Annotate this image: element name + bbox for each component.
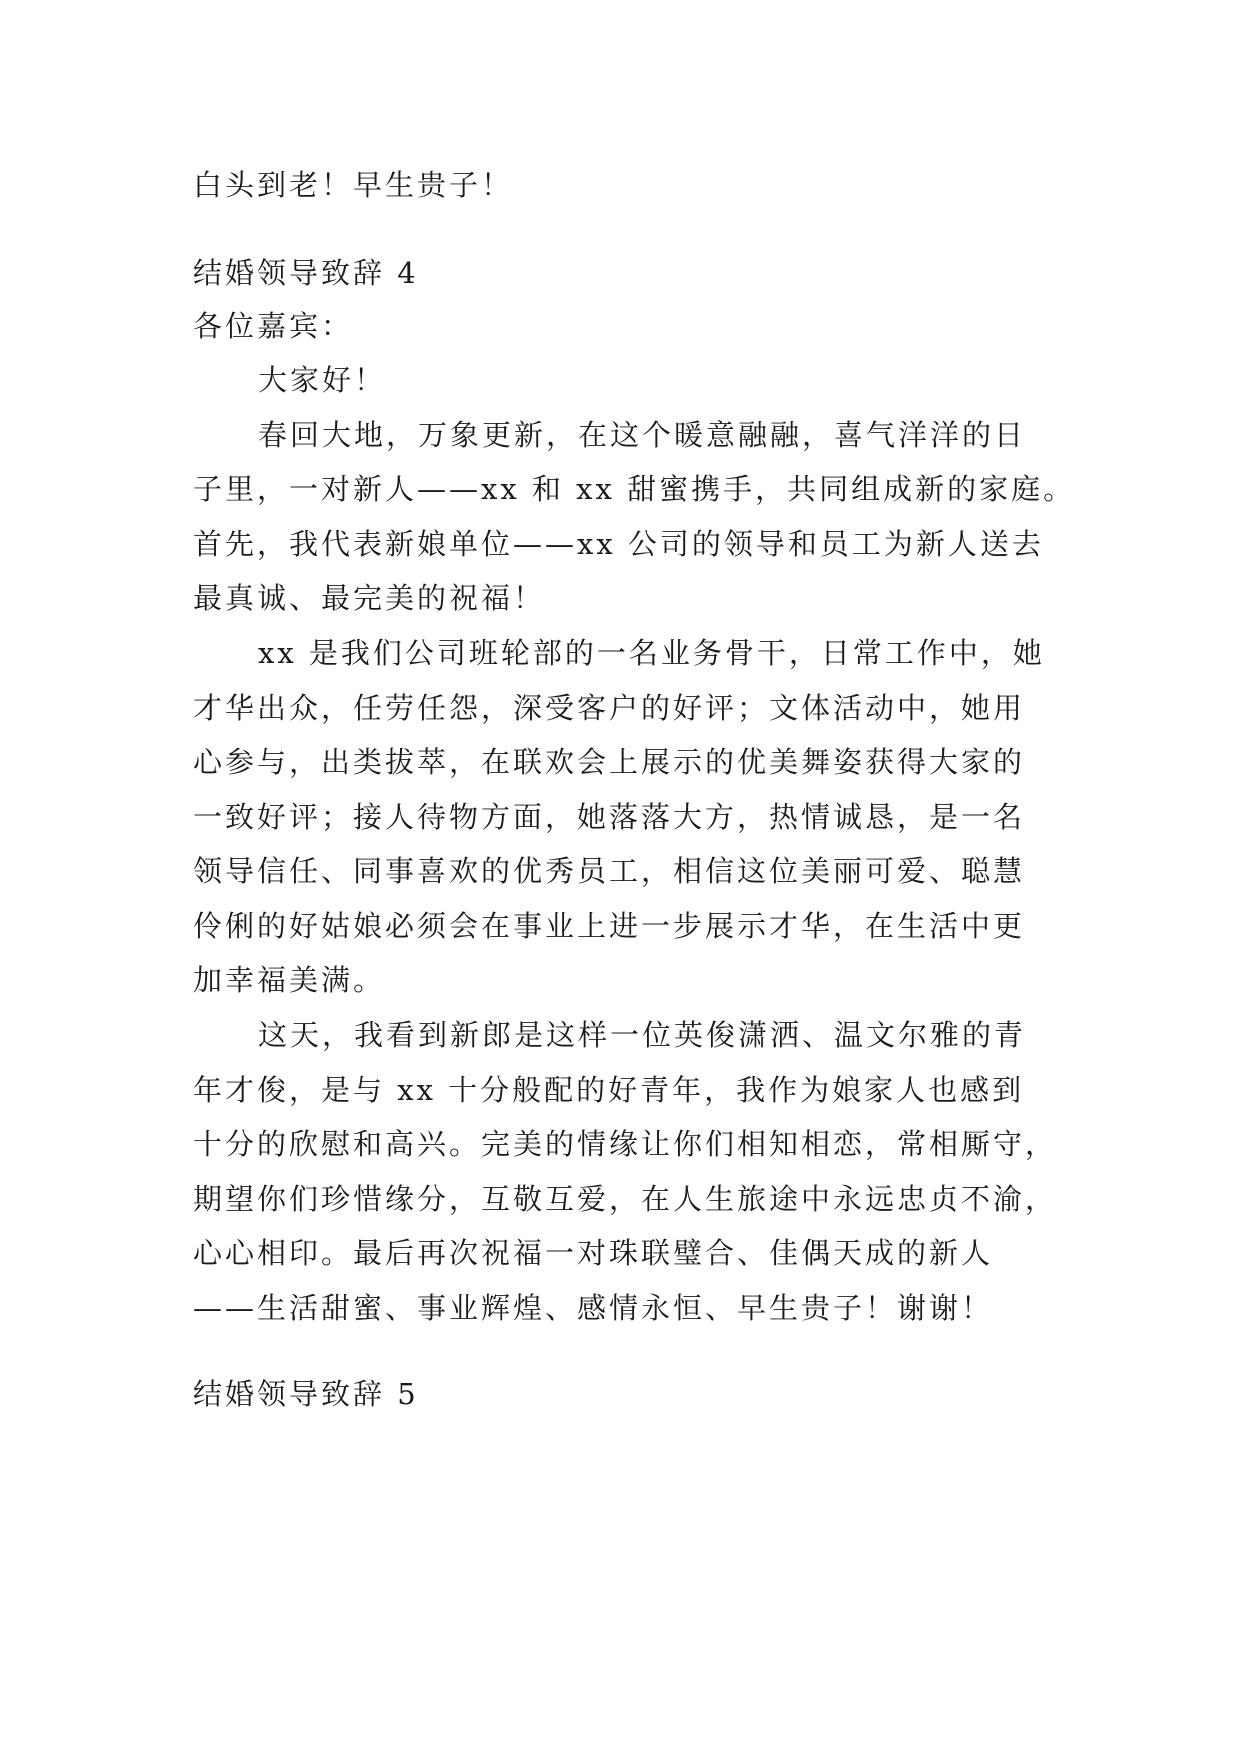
paragraph-line: 首先，我代表新娘单位——xx 公司的领导和员工为新人送去: [193, 527, 1044, 561]
opening-line: 白头到老！早生贵子！: [193, 168, 514, 202]
paragraph-line: 心心相印。最后再次祝福一对珠联璧合、佳偶天成的新人: [193, 1236, 994, 1270]
paragraph-line: 领导信任、同事喜欢的优秀员工，相信这位美丽可爱、聪慧: [193, 854, 1026, 888]
paragraph-line: 才华出众，任劳任怨，深受客户的好评；文体活动中，她用: [193, 691, 1026, 725]
paragraph-line: 加幸福美满。: [193, 963, 386, 997]
paragraph-line: 十分的欣慰和高兴。完美的情缘让你们相知相恋，常相厮守，: [193, 1127, 1058, 1161]
paragraph-line: 伶俐的好姑娘必须会在事业上进一步展示才华，在生活中更: [193, 909, 1026, 943]
paragraph-line: 年才俊，是与 xx 十分般配的好青年，我作为娘家人也感到: [193, 1073, 1025, 1107]
paragraph-line: ——生活甜蜜、事业辉煌、感情永恒、早生贵子！谢谢！: [193, 1291, 994, 1325]
paragraph-line: 子里，一对新人——xx 和 xx 甜蜜携手，共同组成新的家庭。: [193, 472, 1076, 506]
section-title-4: 结婚领导致辞 4: [193, 256, 419, 290]
paragraph-line: 这天，我看到新郎是这样一位英俊潇洒、温文尔雅的青: [258, 1018, 1027, 1052]
paragraph-line: 最真诚、最完美的祝福！: [193, 581, 546, 615]
salutation: 各位嘉宾：: [193, 309, 354, 343]
greeting: 大家好！: [258, 363, 387, 397]
section-title-5: 结婚领导致辞 5: [193, 1377, 419, 1411]
paragraph-line: 期望你们珍惜缘分，互敬互爱，在人生旅途中永远忠贞不渝，: [193, 1182, 1058, 1216]
paragraph-line: 心参与，出类拔萃，在联欢会上展示的优美舞姿获得大家的: [193, 745, 1026, 779]
paragraph-line: 春回大地，万象更新，在这个暖意融融，喜气洋洋的日: [258, 418, 1027, 452]
paragraph-line: xx 是我们公司班轮部的一名业务骨干，日常工作中，她: [258, 636, 1045, 670]
paragraph-line: 一致好评；接人待物方面，她落落大方，热情诚恳，是一名: [193, 800, 1026, 834]
